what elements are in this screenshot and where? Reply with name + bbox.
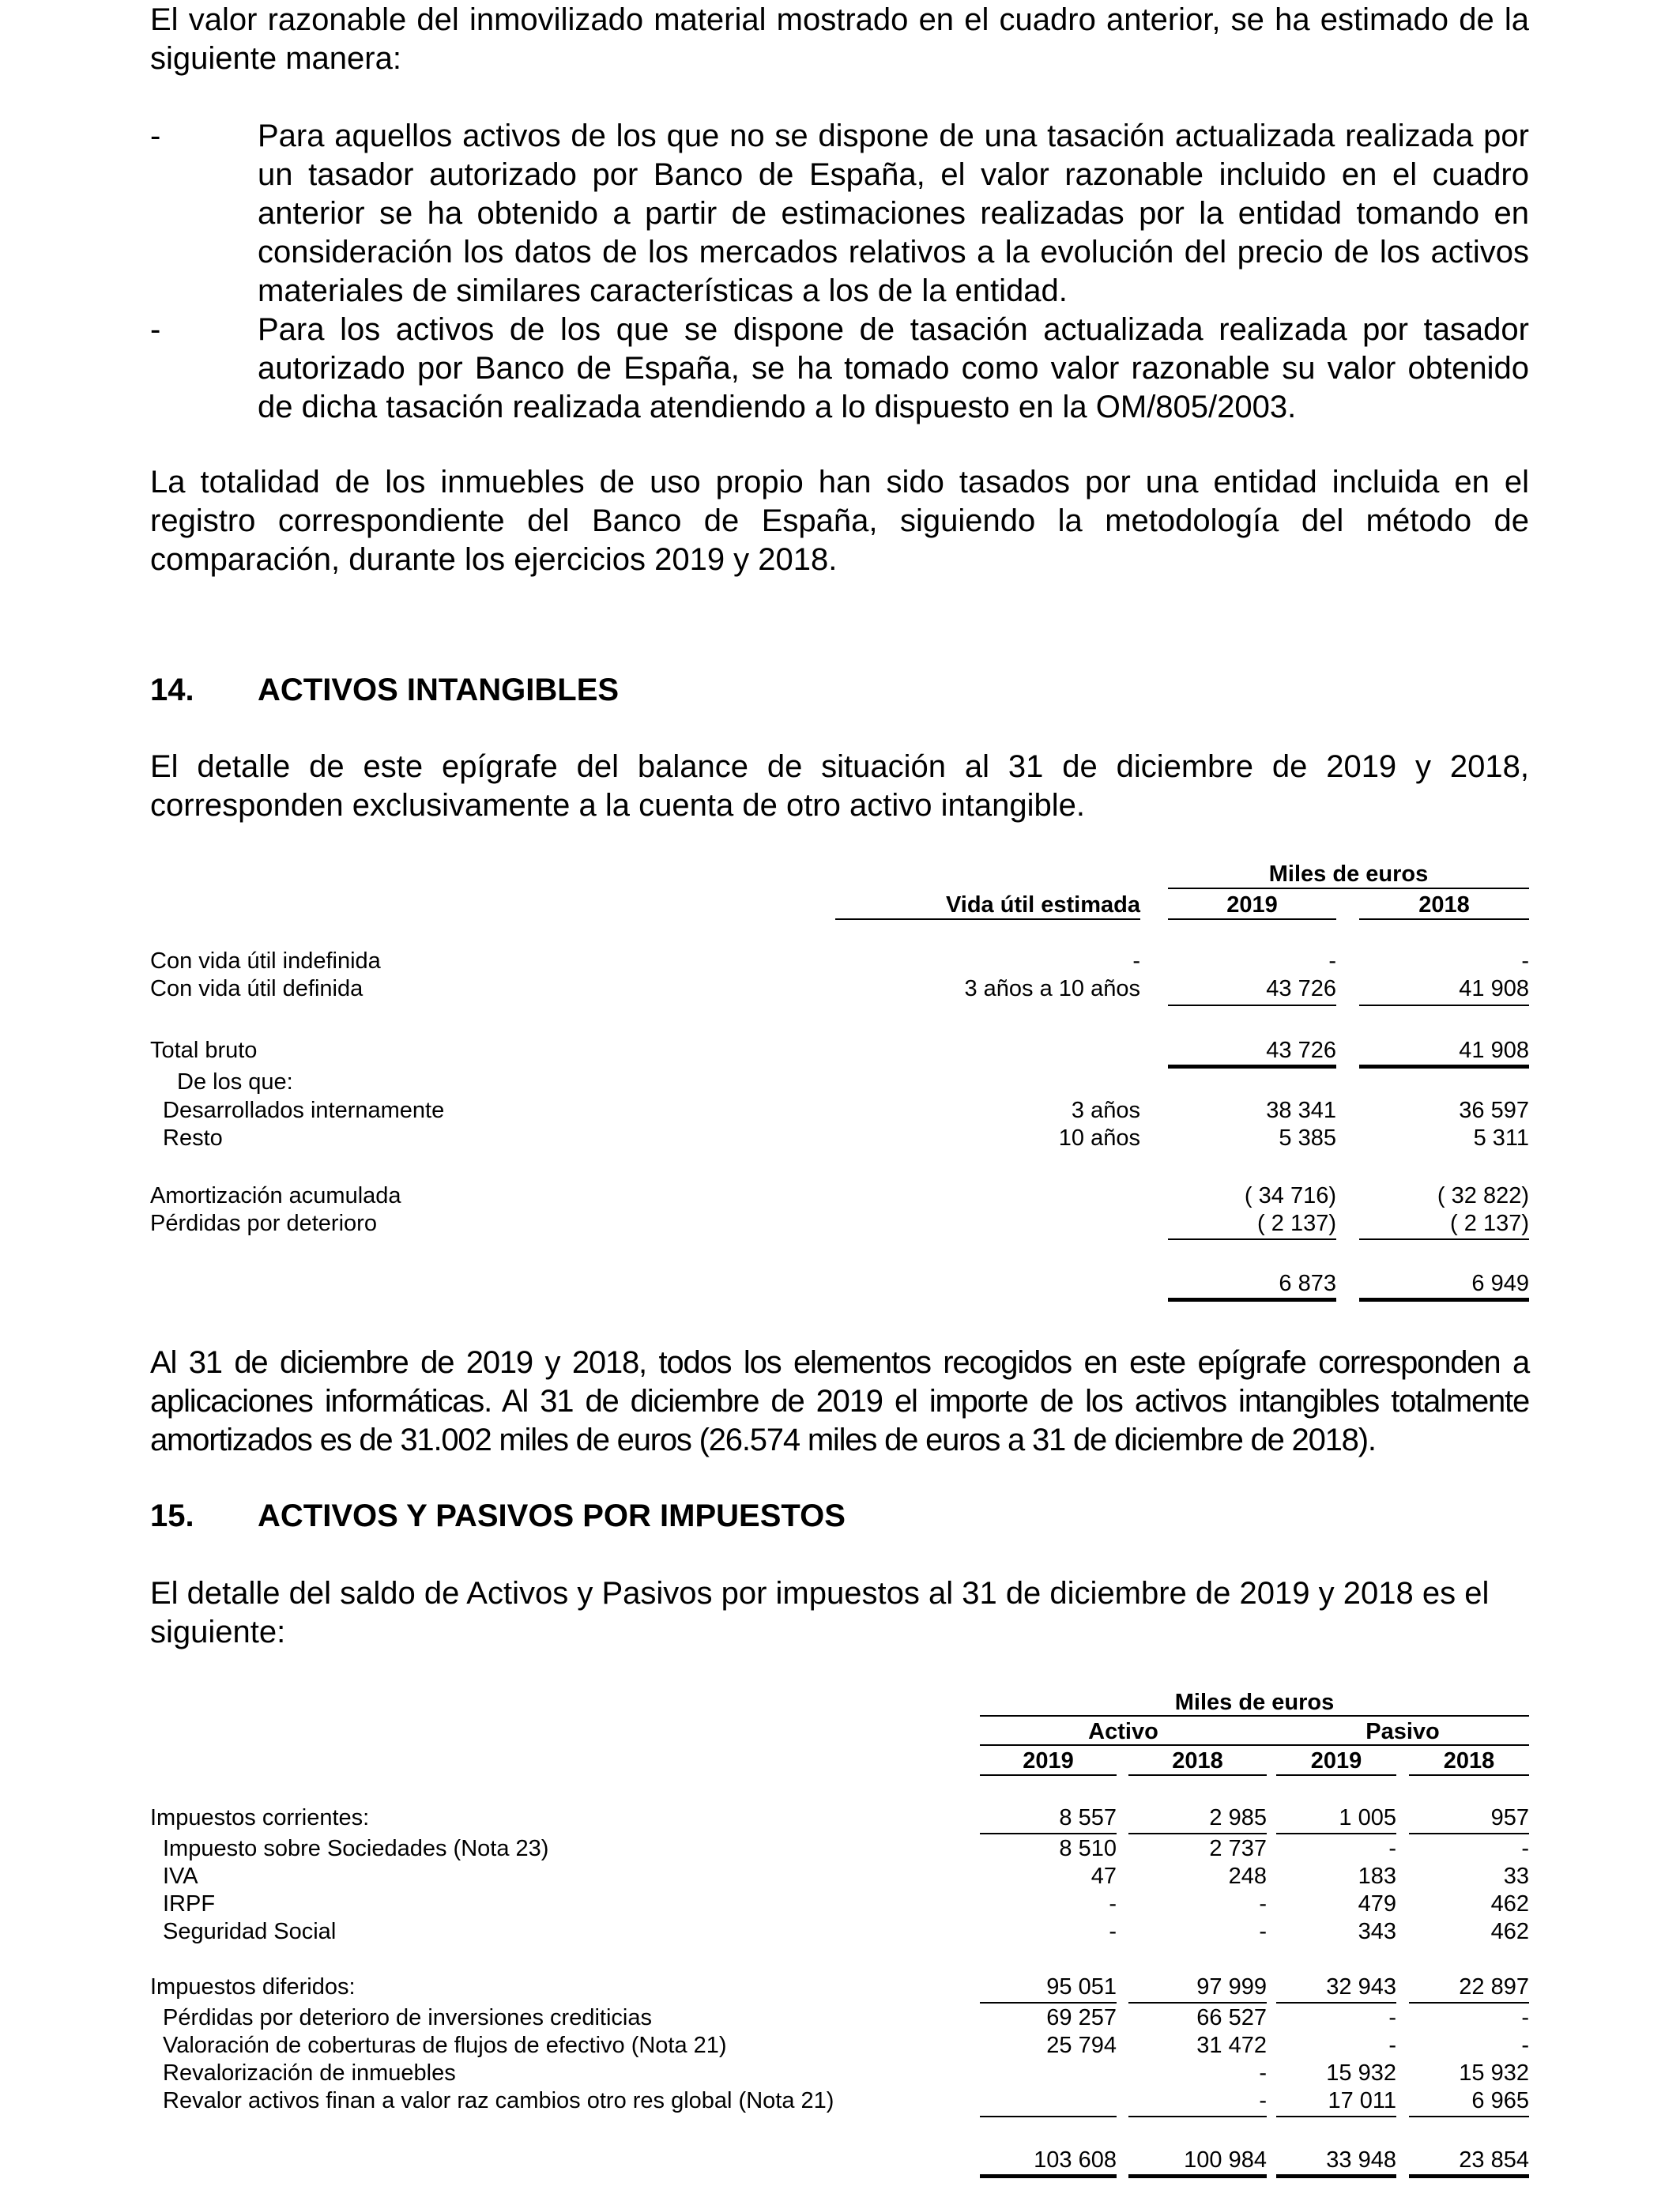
row-label: Revalor activos finan a valor raz cambios otro res global (Nota 21): [163, 2088, 834, 2113]
row-label: Pérdidas por deterioro: [150, 1211, 377, 1236]
section-14-closing-paragraph: Al 31 de diciembre de 2019 y 2018, todos los elementos recogidos en este epígrafe corresponden a aplicaciones informáticas. Al 31 de diciembre de 2019 el importe de los activos intangibles totalmente amortizados es de 31.002 miles de euros (26.574 miles de euros a 31 de diciembre de 2018).: [150, 1345, 1529, 1457]
table14-group-header: Miles de euros: [1268, 861, 1429, 887]
cell-2019: 43 726: [1266, 1038, 1336, 1063]
cell-2018: ( 2 137): [1450, 1211, 1529, 1236]
cell-activo-2019: 103 608: [1034, 2147, 1117, 2173]
rule: [1359, 1238, 1529, 1240]
cell-activo-2018: 2 737: [1209, 1836, 1267, 1861]
table14-col-2018: 2018: [1418, 892, 1470, 918]
rule: [1128, 2116, 1267, 2117]
row-label: De los que:: [177, 1069, 293, 1095]
cell-pasivo-2019: 343: [1358, 1919, 1396, 1944]
cell-activo-2018: 97 999: [1196, 1974, 1267, 2000]
cell-vida: 10 años: [1058, 1125, 1140, 1151]
bullet-item: [0, 117, 1680, 311]
cell-2018: 6 949: [1471, 1271, 1529, 1296]
cell-2019: -: [1328, 948, 1336, 974]
table14-col-vida: Vida útil estimada: [945, 892, 1140, 918]
rule: [1168, 888, 1529, 889]
cell-activo-2018: 2 985: [1209, 1805, 1267, 1830]
rule: [1359, 1298, 1529, 1302]
cell-2019: ( 34 716): [1244, 1183, 1336, 1208]
cell-pasivo-2018: 23 854: [1459, 2147, 1529, 2173]
rule: [1276, 1774, 1396, 1776]
cell-2019: 6 873: [1279, 1271, 1336, 1296]
cell-activo-2018: -: [1259, 2060, 1267, 2086]
cell-activo-2018: 248: [1228, 1864, 1267, 1889]
cell-activo-2018: -: [1259, 1919, 1267, 1944]
cell-activo-2019: 8 510: [1059, 1836, 1117, 1861]
section-14-intro: El detalle de este epígrafe del balance de situación al 31 de diciembre de 2019 y 2018, corresponden exclusivamente a la cuenta de otro activo intangible.: [150, 749, 1529, 823]
row-label: Pérdidas por deterioro de inversiones crediticias: [163, 2005, 652, 2030]
section-number: 15.: [150, 1498, 194, 1533]
row-label: IVA: [163, 1864, 198, 1889]
cell-2019: 5 385: [1279, 1125, 1336, 1151]
row-label: Revalorización de inmuebles: [163, 2060, 456, 2086]
rule: [980, 1715, 1529, 1717]
cell-pasivo-2018: 33: [1503, 1864, 1529, 1889]
cell-2018: 41 908: [1459, 976, 1529, 1001]
cell-vida: 3 años a 10 años: [964, 976, 1140, 1001]
cell-pasivo-2019: -: [1388, 2033, 1396, 2058]
rule: [1276, 2116, 1396, 2117]
rule: [980, 1774, 1117, 1776]
rule: [1409, 2174, 1529, 2178]
rule: [835, 918, 1140, 920]
intro-paragraph: El valor razonable del inmovilizado material mostrado en el cuadro anterior, se ha estimado de la siguiente manera:: [150, 2, 1529, 76]
cell-activo-2018: 66 527: [1196, 2005, 1267, 2030]
table15-year-col: 2018: [1443, 1748, 1495, 1774]
table15-year-col: 2019: [1023, 1748, 1074, 1774]
bullet-dash: -: [150, 312, 161, 347]
cell-pasivo-2019: 479: [1358, 1891, 1396, 1917]
rule: [1128, 1774, 1267, 1776]
section-15-intro: El detalle del saldo de Activos y Pasivos por impuestos al 31 de diciembre de 2019 y 2018 es el siguiente:: [150, 1576, 1490, 1649]
cell-pasivo-2018: 957: [1490, 1805, 1529, 1830]
cell-2018: ( 32 822): [1437, 1183, 1529, 1208]
table15-year-col: 2019: [1310, 1748, 1362, 1774]
cell-2018: 5 311: [1473, 1125, 1529, 1151]
rule: [1359, 1065, 1529, 1069]
cell-activo-2019: 69 257: [1046, 2005, 1117, 2030]
row-label: IRPF: [163, 1891, 216, 1917]
cell-pasivo-2018: 6 965: [1471, 2088, 1529, 2113]
table14-col-2019: 2019: [1226, 892, 1278, 918]
cell-pasivo-2019: -: [1388, 1836, 1396, 1861]
cell-pasivo-2018: 15 932: [1459, 2060, 1529, 2086]
rule: [980, 1744, 1529, 1746]
cell-activo-2019: 47: [1090, 1864, 1117, 1889]
cell-pasivo-2019: 33 948: [1326, 2147, 1396, 2173]
bullet-dash: -: [150, 119, 161, 153]
cell-pasivo-2018: -: [1521, 1836, 1529, 1861]
rule: [1168, 918, 1336, 920]
rule: [1168, 1005, 1336, 1006]
cell-pasivo-2018: -: [1521, 2005, 1529, 2030]
rule: [1276, 2174, 1396, 2178]
bullet-item: [0, 311, 1680, 427]
row-label: Total bruto: [150, 1038, 258, 1063]
cell-activo-2019: -: [1109, 1891, 1117, 1917]
cell-pasivo-2019: 1 005: [1339, 1805, 1396, 1830]
row-label: Impuesto sobre Sociedades (Nota 23): [163, 1836, 549, 1861]
cell-2019: 43 726: [1266, 976, 1336, 1001]
row-label: Seguridad Social: [163, 1919, 337, 1944]
bullet-text: Para aquellos activos de los que no se dispone de una tasación actualizada realizada por un tasador autorizado por Banco de España, el valor razonable incluido en el cuadro anterior se ha obtenido a partir de estimaciones realizadas por la entidad tomando en consideración los datos de los mercados relativos a la evolución del precio de los activos materiales de similares características a los de la entidad.: [258, 119, 1529, 308]
cell-pasivo-2019: 15 932: [1326, 2060, 1396, 2086]
table15-group-header: Miles de euros: [1174, 1690, 1335, 1715]
table15-year-col: 2018: [1172, 1748, 1223, 1774]
cell-activo-2019: 25 794: [1046, 2033, 1117, 2058]
cell-pasivo-2018: 462: [1490, 1919, 1529, 1944]
cell-activo-2019: 8 557: [1059, 1805, 1117, 1830]
rule: [1359, 1005, 1529, 1006]
row-label: Desarrollados internamente: [163, 1098, 445, 1123]
bullet-text: Para los activos de los que se dispone de tasación actualizada realizada por tasador autorizado por Banco de España, se ha tomado como valor razonable su valor obtenido de dicha tasación realizada atendiendo a lo dispuesto en la OM/805/2003.: [258, 312, 1529, 424]
rule: [1128, 2174, 1267, 2178]
cell-2019: ( 2 137): [1257, 1211, 1336, 1236]
rule: [1359, 918, 1529, 920]
cell-2018: 36 597: [1459, 1098, 1529, 1123]
cell-activo-2019: -: [1109, 1919, 1117, 1944]
cell-pasivo-2019: 32 943: [1326, 1974, 1396, 2000]
cell-pasivo-2019: 183: [1358, 1864, 1396, 1889]
cell-2019: 38 341: [1266, 1098, 1336, 1123]
row-label: Amortización acumulada: [150, 1183, 401, 1208]
row-label: Con vida útil indefinida: [150, 948, 381, 974]
row-label: Con vida útil definida: [150, 976, 363, 1001]
row-label: Impuestos corrientes:: [150, 1805, 370, 1830]
cell-activo-2018: -: [1259, 1891, 1267, 1917]
row-label: Valoración de coberturas de flujos de efectivo (Nota 21): [163, 2033, 727, 2058]
cell-pasivo-2018: 462: [1490, 1891, 1529, 1917]
rule: [980, 2116, 1117, 2117]
cell-2018: -: [1521, 948, 1529, 974]
rule: [980, 2174, 1117, 2178]
section-title: ACTIVOS Y PASIVOS POR IMPUESTOS: [258, 1498, 846, 1533]
row-label: Impuestos diferidos:: [150, 1974, 356, 2000]
cell-activo-2019: 95 051: [1046, 1974, 1117, 2000]
cell-vida: -: [1132, 948, 1140, 974]
rule: [1409, 2116, 1529, 2117]
rule: [1168, 1238, 1336, 1240]
cell-vida: 3 años: [1071, 1098, 1140, 1123]
row-label: Resto: [163, 1125, 223, 1151]
table15-activo-header: Activo: [1088, 1719, 1158, 1744]
cell-pasivo-2019: 17 011: [1328, 2088, 1396, 2113]
cell-activo-2018: 100 984: [1184, 2147, 1267, 2173]
cell-2018: 41 908: [1459, 1038, 1529, 1063]
cell-activo-2018: -: [1259, 2088, 1267, 2113]
section-number: 14.: [150, 673, 194, 707]
rule: [1409, 1774, 1529, 1776]
cell-pasivo-2018: -: [1521, 2033, 1529, 2058]
rule: [1168, 1298, 1336, 1302]
rule: [1168, 1065, 1336, 1069]
section-title: ACTIVOS INTANGIBLES: [258, 673, 620, 707]
cell-pasivo-2019: -: [1388, 2005, 1396, 2030]
cell-activo-2018: 31 472: [1196, 2033, 1267, 2058]
cell-pasivo-2018: 22 897: [1459, 1974, 1529, 2000]
tasacion-paragraph: La totalidad de los inmuebles de uso propio han sido tasados por una entidad incluida en el registro correspondiente del Banco de España, siguiendo la metodología del método de comparación, durante los ejercicios 2019 y 2018.: [150, 465, 1529, 577]
table15-pasivo-header: Pasivo: [1365, 1719, 1440, 1744]
